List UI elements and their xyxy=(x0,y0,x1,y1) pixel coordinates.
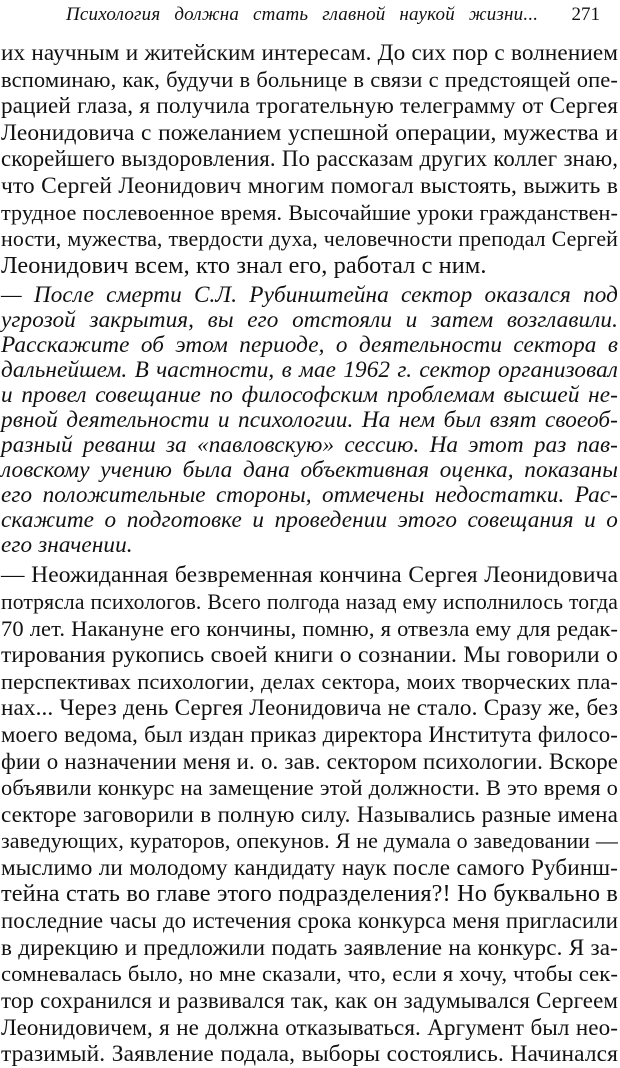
text-line: их научным и житейским интересам. До сих пор с волнением xyxy=(1,40,618,66)
text-line: рацией глаза, я получила трогательную телеграмму от Сергея xyxy=(1,93,618,120)
text-line: нах... Через день Сергея Леонидовича не стало. Сразу же, без xyxy=(1,695,618,722)
text-line: его положительные стороны, отмечены недостатки. Рас- xyxy=(1,482,618,509)
text-line: — После смерти С.Л. Рубинштейна сектор оказался под xyxy=(1,282,618,309)
text-line: вспоминаю, как, будучи в больнице в связи с предстоящей опе- xyxy=(1,66,618,92)
text-line: скажите о подготовке и проведении этого совещания и о xyxy=(1,507,618,534)
page-number: 271 xyxy=(571,4,600,25)
text-line: тор сохранился и развивался так, как он задумывался Сергеем xyxy=(1,987,618,1013)
text-line: секторе заговорили в полную силу. Назывались разные имена xyxy=(1,801,618,828)
text-line: моего ведома, был издан приказ директора Института филосо- xyxy=(1,721,618,747)
text-line: Леонидович всем, кто знал его, работал с ним. xyxy=(1,251,487,279)
text-line: скорейшего выздоровления. По рассказам других коллег знаю, xyxy=(1,146,618,172)
text-line: тирования рукопись своей книги о сознании. Мы говорили о xyxy=(1,642,618,669)
text-line: перспективах психологии, делах сектора, моих творческих пла- xyxy=(1,668,618,694)
running-head: Психология должна стать главной наукой жизни... xyxy=(66,4,539,25)
text-line: Леонидовичем, я не должна отказываться. Аргумент был нео- xyxy=(1,1014,618,1041)
text-line: что Сергей Леонидович многим помогал выстоять, выжить в xyxy=(1,172,618,199)
text-line: 70 лет. Накануне его кончины, помню, я отвезла ему для редак- xyxy=(1,615,618,641)
text-line: дальнейшем. В частности, в мае 1962 г. сектор организовал xyxy=(1,357,618,384)
text-line: и провел совещание по философским проблемам высшей не- xyxy=(1,382,618,409)
text-line: последние часы до истечения срока конкурса меня пригласили xyxy=(1,908,618,934)
text-line: Леонидовича с пожеланием успешной операции, мужества и xyxy=(1,119,618,146)
text-line: сомневалась было, но мне сказали, что, если я хочу, чтобы сек- xyxy=(1,961,618,987)
text-line: объявили конкурс на замещение этой должности. В это время о xyxy=(1,775,618,801)
text-line: трудное послевоенное время. Высочайшие уроки гражданствен- xyxy=(1,199,618,225)
text-line: ловскому учению была дана объективная оценка, показаны xyxy=(1,457,618,484)
text-line: ности, мужества, твердости духа, человечности преподал Сергей xyxy=(1,226,618,252)
body-paragraph xyxy=(1,40,618,279)
text-line: рвной деятельности и психологии. На нем был взят своеоб- xyxy=(1,407,618,434)
interview-question xyxy=(1,283,618,558)
text-line: разный реванш за «павловскую» сессию. На этот раз пав- xyxy=(1,432,618,459)
page-header xyxy=(66,4,600,32)
text-line: тразимый. Заявление подала, выборы состоялись. Начинался xyxy=(1,1041,618,1068)
interview-answer xyxy=(1,562,618,1067)
text-line: угрозой закрытия, вы его отстояли и затем возглавили. xyxy=(1,307,618,334)
text-line: в дирекцию и предложили подать заявление на конкурс. Я за- xyxy=(1,934,618,961)
text-line: тейна стать во главе этого подразделения?! Но буквально в xyxy=(1,880,618,908)
text-line: фии о назначении меня и. о. зав. сектором психологии. Вскоре xyxy=(1,748,618,774)
text-line: мыслимо ли молодому кандидату наук после самого Рубинш- xyxy=(1,854,618,881)
text-line: его значении. xyxy=(1,532,133,559)
text-line: Расскажите об этом периоде, о деятельности сектора в xyxy=(1,332,618,359)
text-line: потрясла психологов. Всего полгода назад ему исполнилось тогда xyxy=(1,589,618,614)
text-line: — Неожиданная безвременная кончина Сергея Леонидовича xyxy=(1,562,618,589)
text-line: заведующих, кураторов, опекунов. Я не думала о заведовании — xyxy=(1,828,618,854)
text-block xyxy=(1,40,618,1068)
